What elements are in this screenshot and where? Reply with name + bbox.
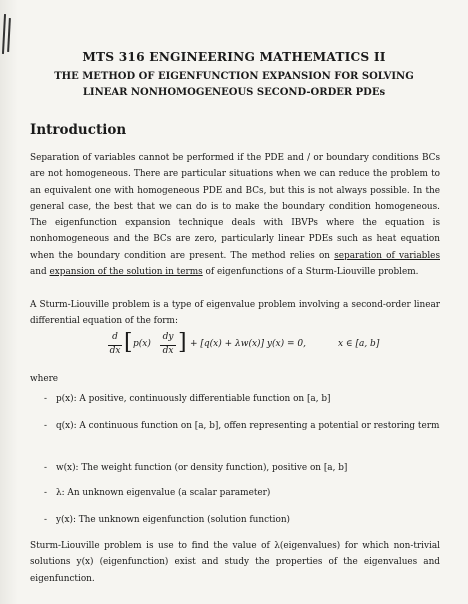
bracket-open: [: [124, 330, 133, 355]
paragraph-text: of eigenfunctions of a Sturm-Liouville problem.: [202, 267, 419, 278]
sturm-liouville-equation: [108, 330, 408, 372]
pen-mark: [2, 14, 6, 54]
subtitle-line-2: LINEAR NONHOMOGENEOUS SECOND-ORDER PDEs: [82, 87, 386, 98]
section-heading: Introduction: [30, 122, 127, 138]
paragraph-text: Separation of variables cannot be performed if the PDE and / or boundary conditions BCs are not homogeneous. There are particular situations when we can reduce the problem to an equivalent one with homogeneous PDE and BCs, but this is not always possible. In the general case, the best that we can do is to make the boundary condition homogeneous. The eigenfunction expansion technique deals with IBVPs where the equation is nonhomogeneous and the BCs are zero, particularly linear PDEs such as heat equation when the boundary condition are present. The method relies on: [30, 153, 440, 261]
pen-mark: [7, 18, 11, 52]
bracket-close: ]: [178, 330, 187, 355]
paragraph-text: and: [30, 267, 50, 278]
eq-d: d: [112, 332, 118, 342]
subtitle-line-1: THE METHOD OF EIGENFUNCTION EXPANSION FOR SOLVING: [54, 71, 414, 82]
course-title: MTS 316 ENGINEERING MATHEMATICS II: [82, 50, 386, 64]
eq-dy: dy: [162, 332, 174, 342]
eq-dx2: dx: [162, 346, 174, 356]
list-item-text: y(x): The unknown eigenfunction (solution function): [56, 515, 290, 525]
bullet-dash: -: [44, 515, 47, 525]
document-subtitle: [0, 69, 468, 101]
list-item-text: λ: An unknown eigenvalue (a scalar parameter): [56, 488, 271, 498]
intro-paragraph: [30, 150, 440, 280]
list-item-text: w(x): The weight function (or density function), positive on [a, b]: [56, 463, 348, 473]
list-item-text: p(x): A positive, continuously differentiable function on [a, b]: [56, 394, 331, 404]
eq-domain: x ∈ [a, b]: [338, 339, 380, 349]
bullet-dash: -: [44, 463, 47, 473]
where-label: where: [30, 374, 59, 384]
bullet-dash: -: [44, 421, 47, 431]
closing-paragraph: Sturm-Liouville problem is use to find the value of λ(eigenvalues) for which non-trivial solutions y(x) (eigenfunction) exist and study the properties of the eigenvalues and eigenfunction.: [30, 541, 440, 584]
sturm-liouville-paragraph: A Sturm-Liouville problem is a type of eigenvalue problem involving a second-order linear differential equation of the form:: [30, 300, 440, 327]
eq-rest: + [q(x) + λw(x)] y(x) = 0,: [190, 339, 306, 349]
underlined-phrase: separation of variables: [334, 250, 440, 261]
underlined-phrase: expansion of the solution in terms: [49, 267, 203, 278]
eq-dx: dx: [109, 346, 121, 356]
bullet-dash: -: [44, 488, 47, 498]
bullet-dash: -: [44, 394, 47, 404]
list-item-text: q(x): A continuous function on [a, b], offen representing a potential or restoring term: [56, 421, 440, 431]
eq-p: p(x): [133, 339, 151, 349]
